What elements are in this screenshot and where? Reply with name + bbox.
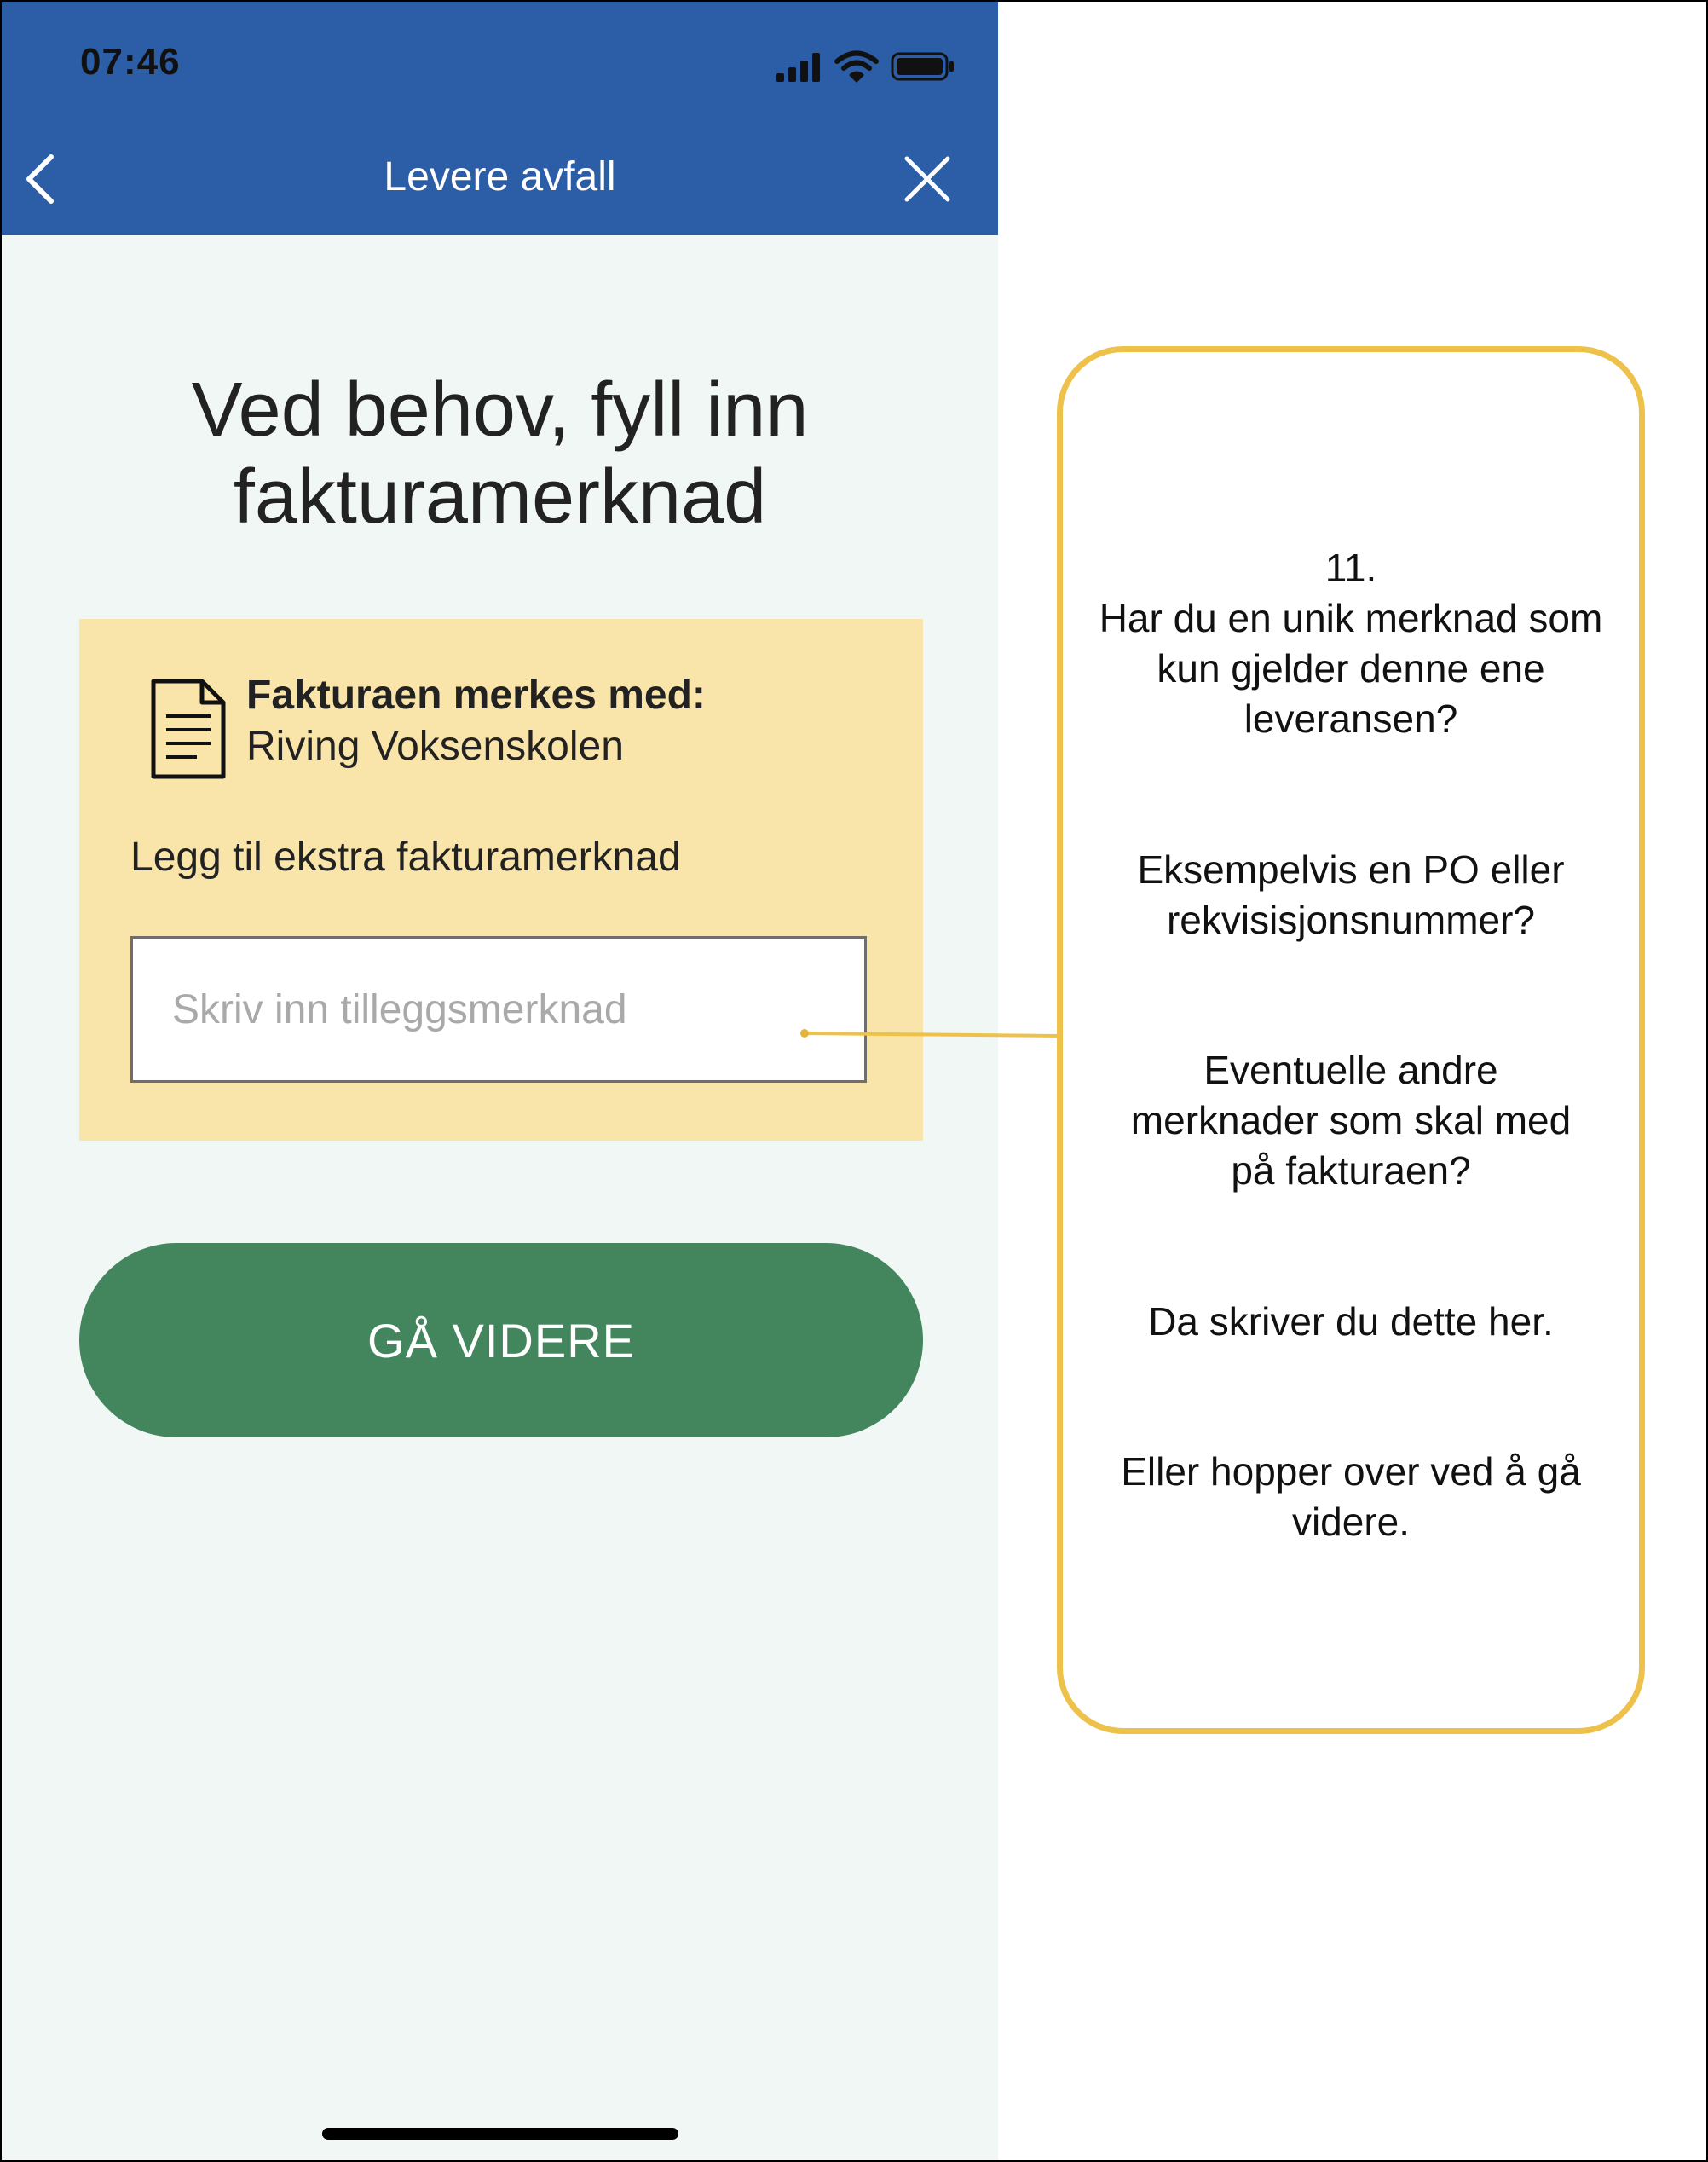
status-icons	[775, 49, 955, 84]
status-time: 07:46	[80, 41, 181, 83]
app-header	[2, 2, 998, 235]
invoice-card	[79, 619, 923, 1141]
phone-screen	[2, 2, 998, 2160]
page-title	[53, 367, 947, 540]
callout-question-unique: Har du en unik merknad som kun gjelder denne ene leveransen?	[1099, 596, 1603, 741]
document-icon	[149, 677, 228, 781]
invoice-value: Riving Voksenskolen	[246, 724, 624, 769]
home-indicator	[322, 2128, 678, 2140]
close-icon	[903, 155, 951, 203]
callout-skip: Eller hopper over ved å gå videre.	[1121, 1449, 1581, 1544]
callout-hint: Da skriver du dette her.	[1148, 1299, 1554, 1344]
callout-question-other: Eventuelle andre merknader som skal med på fakturaen?	[1130, 1048, 1572, 1193]
extra-remark-label: Legg til ekstra fakturamerknad	[130, 835, 681, 880]
wifi-icon	[834, 50, 879, 83]
battery-icon	[891, 51, 955, 82]
callout-box	[1057, 346, 1645, 1734]
extra-remark-input[interactable]	[130, 936, 867, 1083]
page-title-line2: fakturamerknad	[233, 454, 767, 540]
signal-icon	[775, 51, 822, 82]
close-button[interactable]	[903, 155, 951, 203]
callout-step: 11.	[1324, 546, 1377, 590]
invoice-label: Fakturaen merkes med:	[246, 673, 706, 718]
continue-button[interactable]: GÅ VIDERE	[79, 1243, 923, 1437]
nav-title: Levere avfall	[384, 154, 616, 199]
callout-question-po: Eksempelvis en PO eller rekvisisjonsnummer?	[1137, 847, 1565, 942]
page-title-line1: Ved behov, fyll inn	[191, 367, 809, 453]
